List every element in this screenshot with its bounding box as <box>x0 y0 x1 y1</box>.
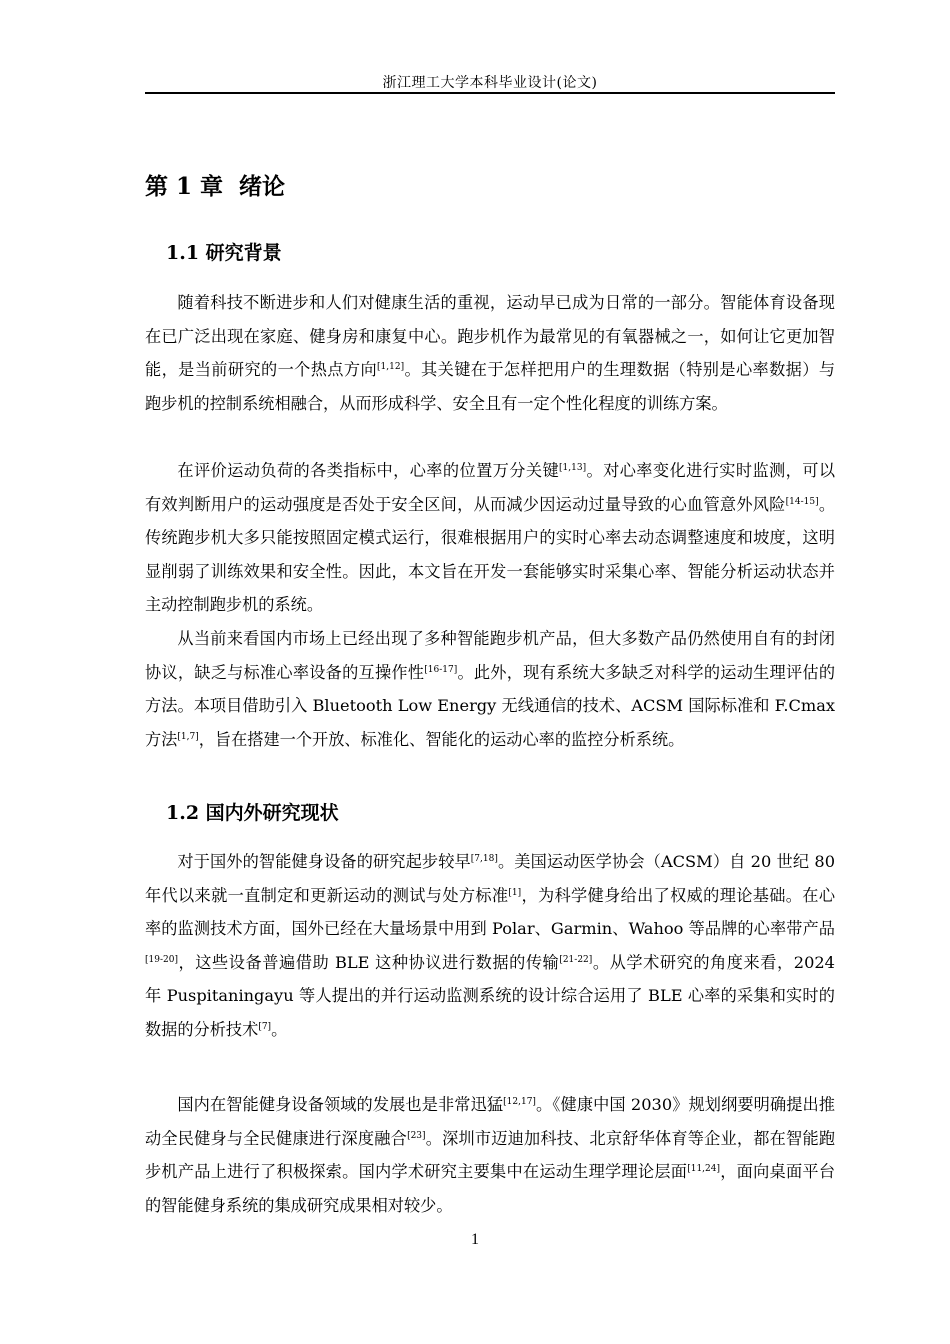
paragraph-1-1-1 <box>145 286 835 420</box>
citation: [12,17] <box>503 1097 536 1107</box>
citation: [1,12] <box>377 362 405 373</box>
citation: [1,13] <box>559 463 587 473</box>
citation: [16-17] <box>424 664 458 675</box>
chapter-title: 第 1 章 绪论 <box>145 173 286 200</box>
paragraph-text: ，这些设备普遍借助 BLE 这种协议进行数据的传输 <box>177 952 560 972</box>
paragraph-text: 。《健康中国 2030》规划纲要明确提出推动全民健身与全民健康进行深度融合 <box>145 1095 835 1148</box>
citation: [1] <box>508 887 522 898</box>
section-title-1-1: 1.1 研究背景 <box>166 242 282 264</box>
page-number: 1 <box>471 1231 479 1248</box>
paragraph-text: 。深圳市迈迪加科技、北京舒华体育等企业，都在智能跑步机产品上进行了积极探索。国内学术研究主要集中在运动生理学理论层面 <box>145 1128 836 1182</box>
paragraph-text: 。对心率变化进行实时监测，可以有效判断用户的运动强度是否处于安全区间，从而减少因运动过量导致的心血管意外风险 <box>145 461 836 514</box>
citation: [7,18] <box>470 854 498 864</box>
paragraph-1-2-1 <box>145 845 835 1047</box>
header-rule <box>145 92 835 94</box>
citation: [1,7] <box>177 731 199 742</box>
citation: [7] <box>258 1021 272 1032</box>
citation: [14-15] <box>785 496 819 507</box>
paragraph-text: 。 <box>271 1019 288 1039</box>
paragraph-text: 国内在智能健身设备领域的发展也是非常迅猛 <box>177 1095 504 1114</box>
citation: [23] <box>407 1130 426 1141</box>
paragraph-text: 。从学术研究的角度来看，2024 年 Puspitaningayu 等人提出的并行运动监测系统的设计综合运用了 BLE 心率的采集和实时的数据的分析技术 <box>145 952 835 1039</box>
paragraph-1-2-2 <box>145 1088 835 1222</box>
paragraph-text: ，旨在搭建一个开放、标准化、智能化的运动心率的监控分析系统。 <box>198 729 685 749</box>
paragraph-text: ，为科学健身给出了权威的理论基础。在心率的监测技术方面，国外已经在大量场景中用到 Polar、Garmin、Wahoo 等品牌的心率带产品 <box>145 885 836 939</box>
paragraph-text: 随着科技不断进步和人们对健康生活的重视，运动早已成为日常的一部分。智能体育设备现在已广泛出现在家庭、健身房和康复中心。跑步机作为最常见的有氧器械之一，如何让它更加智能，是当前研究的一个热点方向 <box>145 293 835 380</box>
paragraph-text: ，面向桌面平台的智能健身系统的集成研究成果相对较少。 <box>145 1162 836 1215</box>
paragraph-1-1-2 <box>145 454 835 622</box>
paragraph-text: 从当前来看国内市场上已经出现了多种智能跑步机产品，但大多数产品仍然使用自有的封闭协议，缺乏与标准心率设备的互操作性 <box>145 629 835 682</box>
paragraph-1-1-3 <box>145 622 835 756</box>
citation: [21-22] <box>559 954 593 965</box>
paragraph-text: 。传统跑步机大多只能按照固定模式运行，很难根据用户的实时心率去动态调整速度和坡度，这明显削弱了训练效果和安全性。因此，本文旨在开发一套能够实时采集心率、智能分析运动状态并主动控制跑步机的系统。 <box>145 494 836 615</box>
paragraph-text: 对于国外的智能健身设备的研究起步较早 <box>177 852 471 871</box>
paragraph-text: 。其关键在于怎样把用户的生理数据（特别是心率数据）与跑步机的控制系统相融合，从而形成科学、安全且有一定个性化程度的训练方案。 <box>145 360 836 413</box>
paragraph-text: 在评价运动负荷的各类指标中，心率的位置万分关键 <box>177 461 560 480</box>
citation: [19-20] <box>145 954 178 965</box>
running-header: 浙江理工大学本科毕业设计(论文) <box>382 75 598 91</box>
citation: [11,24] <box>687 1164 720 1175</box>
paragraph-text: 。此外，现有系统大多缺乏对科学的运动生理评估的方法。本项目借助引入 Bluetooth Low Energy 无线通信的技术、ACSM 国际标准和 F.Cmax 方法 <box>145 662 836 749</box>
section-title-1-2: 1.2 国内外研究现状 <box>166 802 339 824</box>
paragraph-text: 。美国运动医学协会（ACSM）自 20 世纪 80 年代以来就一直制定和更新运动的测试与处方标准 <box>145 852 835 905</box>
